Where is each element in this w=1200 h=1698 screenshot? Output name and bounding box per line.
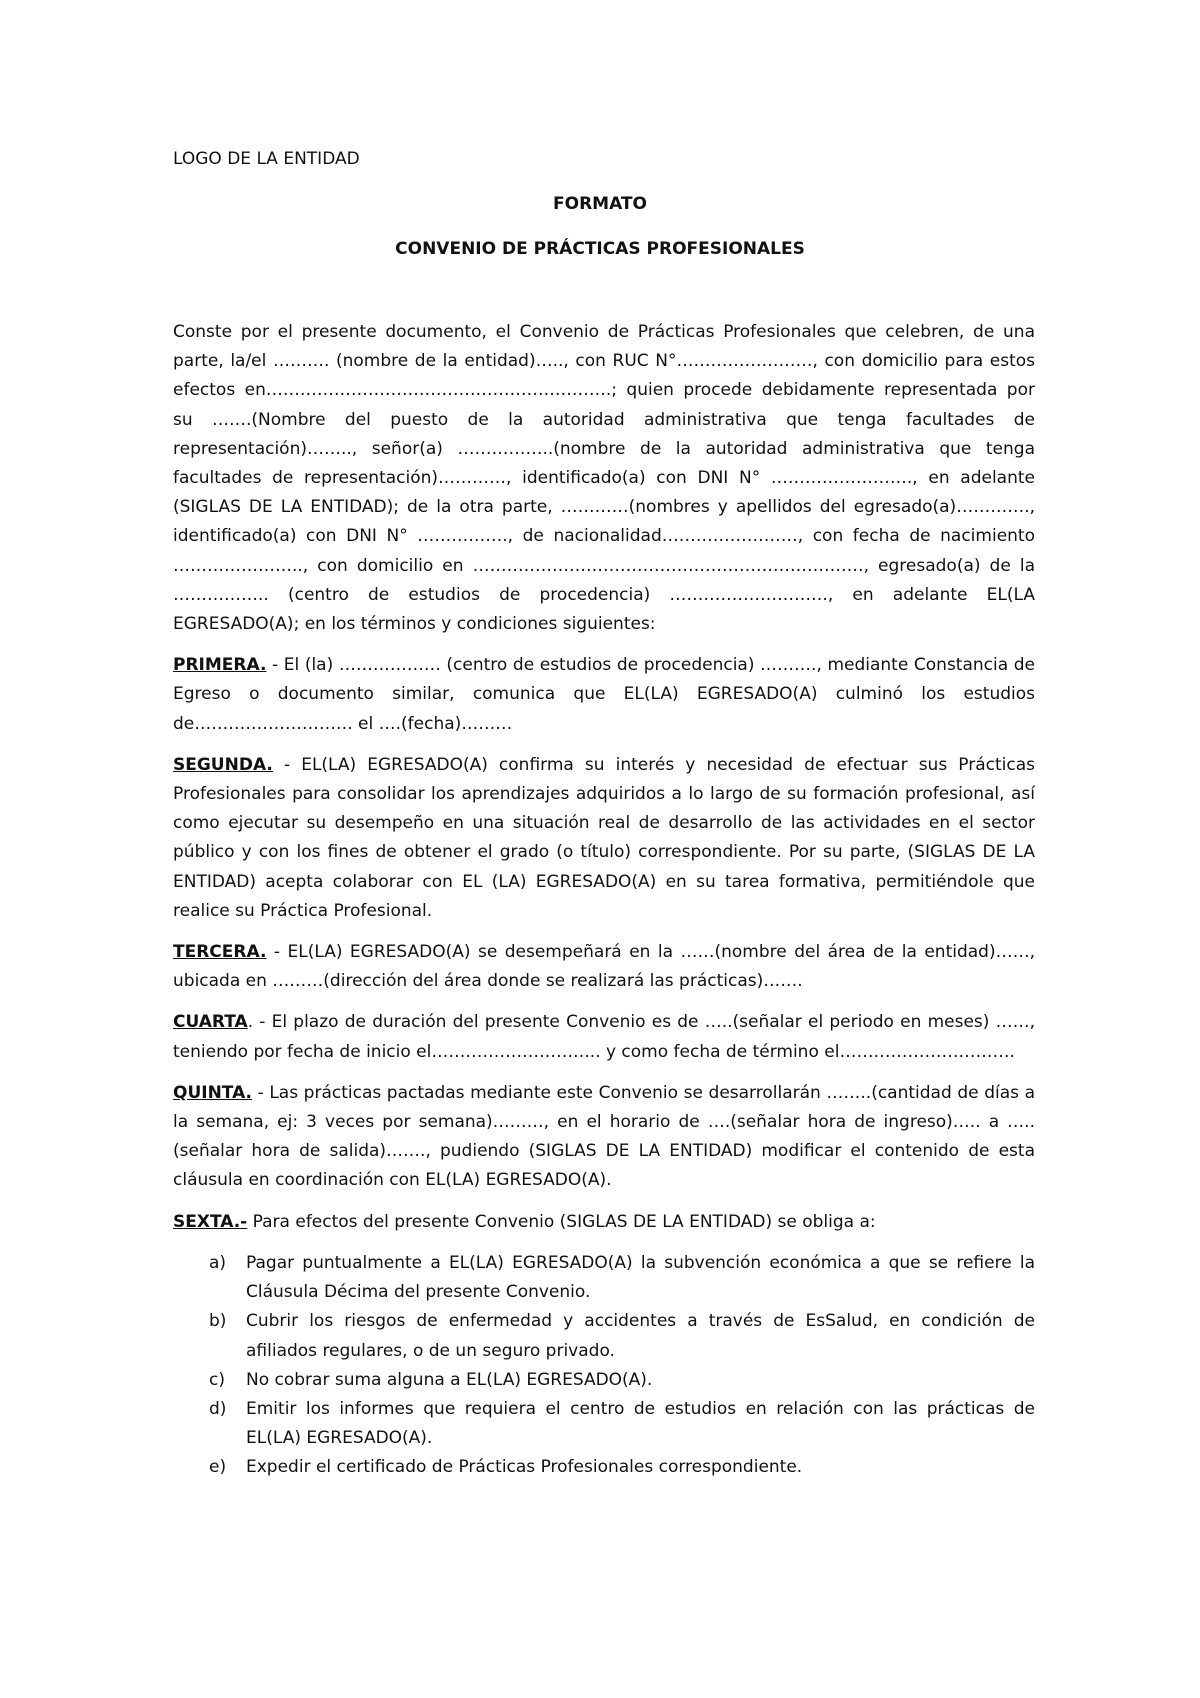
clause-text: . - El plazo de duración del presente Convenio es de …..(señalar el periodo en meses) ……, teniendo por fecha de inicio el………………………... y como fecha de término el………………………….	[173, 1012, 1035, 1062]
list-item	[173, 1307, 1035, 1365]
clause-cuarta	[173, 1008, 1035, 1066]
clause-label: PRIMERA.	[173, 655, 267, 676]
clause-text: Para efectos del presente Convenio (SIGLAS DE LA ENTIDAD) se obliga a:	[247, 1211, 876, 1232]
clause-label: QUINTA.	[173, 1082, 253, 1103]
list-marker: d)	[209, 1398, 227, 1419]
list-item	[173, 1249, 1035, 1307]
list-item-text: Cubrir los riesgos de enfermedad y accidentes a través de EsSalud, en condición de afiliados regulares, o de un seguro privado.	[246, 1311, 1035, 1361]
clause-sexta	[173, 1208, 1035, 1237]
list-marker: a)	[209, 1252, 227, 1273]
list-item	[173, 1395, 1035, 1453]
clause-label: SEXTA.-	[173, 1211, 248, 1232]
list-item	[173, 1366, 1035, 1395]
document-subtitle: CONVENIO DE PRÁCTICAS PROFESIONALES	[395, 239, 805, 259]
list-item-text: No cobrar suma alguna a EL(LA) EGRESADO(A).	[246, 1369, 653, 1390]
list-item-text: Pagar puntualmente a EL(LA) EGRESADO(A) la subvención económica a que se refiere la Cláusula Décima del presente Convenio.	[246, 1252, 1035, 1303]
clause-text: - EL(LA) EGRESADO(A) confirma su interés y necesidad de efectuar sus Prácticas Profesionales para consolidar los aprendizajes adquiridos a lo largo de su formación profesional, así como ejecutar su desempeño en una situación real de desarrollo de las actividades en el sector público y con los fines de obtener el grado (o título) correspondiente. Por su parte, (SIGLAS DE LA ENTIDAD) acepta colaborar con EL (LA) EGRESADO(A) en su tarea formativa, permitiéndole que realice su Práctica Profesional.	[173, 754, 1035, 921]
clause-label: SEGUNDA.	[173, 754, 273, 775]
obligations-list	[173, 1249, 1035, 1483]
clause-tercera	[173, 938, 1035, 996]
list-marker: c)	[209, 1369, 225, 1390]
clause-text: - El (la) ……………… (centro de estudios de procedencia) ………., mediante Constancia de Egreso o documento similar, comunica que EL(LA) EGRESADO(A) culminó los estudios de………………………. el ….(fecha)………	[173, 655, 1035, 734]
clause-label: TERCERA.	[173, 942, 267, 963]
document-title: FORMATO	[553, 194, 647, 214]
clause-text: - Las prácticas pactadas mediante este Convenio se desarrollarán ……..(cantidad de días a la semana, ej: 3 veces por semana)………, en el horario de ….(señalar hora de ingreso)….. a …..(señalar hora de salida)……., pudiendo (SIGLAS DE LA ENTIDAD) modificar el contenido de esta cláusula en coordinación con EL(LA) EGRESADO(A).	[173, 1082, 1035, 1191]
clause-text: - EL(LA) EGRESADO(A) se desempeñará en la ……(nombre del área de la entidad)……, ubicada en ………(dirección del área donde se realizará las prácticas)…….	[173, 942, 1035, 992]
clause-label: CUARTA	[173, 1012, 248, 1033]
list-item-text: Expedir el certificado de Prácticas Profesionales correspondiente.	[246, 1457, 803, 1478]
logo-placeholder: LOGO DE LA ENTIDAD	[173, 149, 360, 169]
clause-primera	[173, 651, 1035, 739]
clause-segunda	[173, 751, 1035, 926]
document-body	[173, 318, 1035, 1483]
list-item	[173, 1453, 1035, 1482]
clause-quinta	[173, 1079, 1035, 1196]
intro-paragraph: Conste por el presente documento, el Convenio de Prácticas Profesionales que celebren, de una parte, la/el ………. (nombre de la entidad)….., con RUC N°……………………, con domicilio para estos efectos en…………………………………………………….; quien procede debidamente representada por su …….(Nombre del puesto de la autoridad administrativa que tenga facultades de representación)…….., señor(a) ……………..(nombre de la autoridad administrativa que tenga facultades de representación)…………, identificado(a) con DNI N° ……………………., en adelante (SIGLAS DE LA ENTIDAD); de la otra parte, …………(nombres y apellidos del egresado(a)…………., identificado(a) con DNI N° ……………., de nacionalidad……………………, con fecha de nacimiento ………………….., con domicilio en ……………………………………………………………, egresado(a) de la …………….. (centro de estudios de procedencia) ………………………., en adelante EL(LA EGRESADO(A); en los términos y condiciones siguientes:	[173, 322, 1035, 635]
list-item-text: Emitir los informes que requiera el centro de estudios en relación con las prácticas de EL(LA) EGRESADO(A).	[246, 1398, 1035, 1449]
list-marker: e)	[209, 1457, 227, 1478]
list-marker: b)	[209, 1311, 227, 1332]
